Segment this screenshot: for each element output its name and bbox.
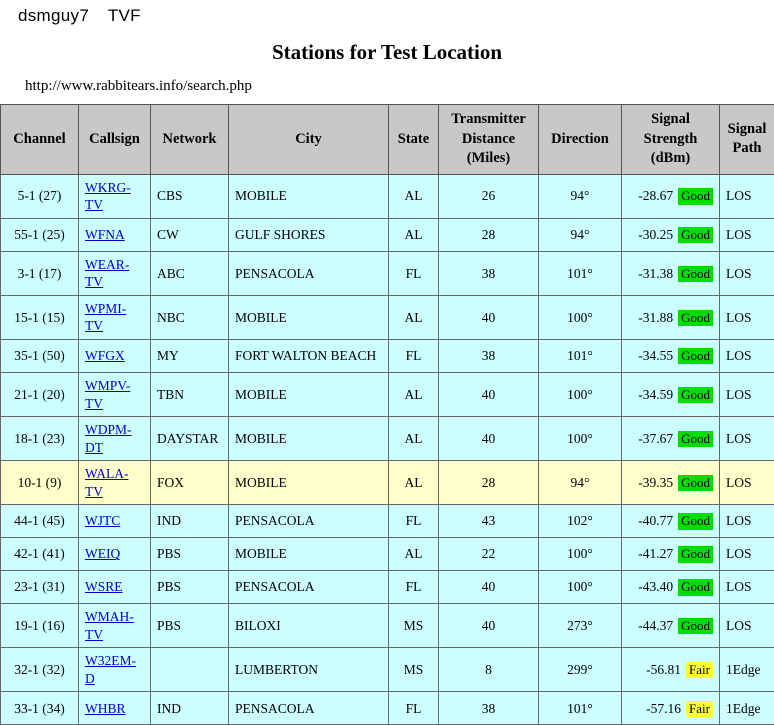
cell-city: LUMBERTON	[229, 648, 389, 692]
callsign-link[interactable]: WMAH-TV	[85, 609, 134, 642]
callsign-link[interactable]: WKRG-TV	[85, 180, 131, 213]
cell-state: MS	[389, 604, 439, 648]
cell-transmitter-distance: 40	[439, 571, 539, 604]
cell-transmitter-distance: 40	[439, 604, 539, 648]
signal-strength-value: -41.27	[638, 546, 673, 561]
cell-direction: 101°	[539, 339, 622, 372]
column-header-signal-path[interactable]: Signal Path	[720, 105, 774, 175]
signal-quality-badge: Good	[678, 266, 713, 282]
cell-network: PBS	[151, 538, 229, 571]
cell-city: MOBILE	[229, 417, 389, 461]
signal-quality-badge: Good	[678, 579, 713, 595]
table-row[interactable]	[1, 538, 774, 571]
cell-state: FL	[389, 339, 439, 372]
cell-channel: 23-1 (31)	[1, 571, 79, 604]
cell-transmitter-distance: 22	[439, 538, 539, 571]
table-row[interactable]	[1, 571, 774, 604]
cell-network: TBN	[151, 372, 229, 416]
cell-city: PENSACOLA	[229, 505, 389, 538]
cell-signal-strength	[622, 218, 720, 251]
column-header-direction[interactable]: Direction	[539, 105, 622, 175]
cell-channel: 42-1 (41)	[1, 538, 79, 571]
column-header-city[interactable]: City	[229, 105, 389, 175]
cell-network	[151, 648, 229, 692]
column-header-callsign[interactable]: Callsign	[79, 105, 151, 175]
cell-channel: 35-1 (50)	[1, 339, 79, 372]
cell-network: PBS	[151, 571, 229, 604]
cell-signal-strength	[622, 604, 720, 648]
signal-strength-value: -28.67	[638, 188, 673, 203]
cell-callsign	[79, 174, 151, 218]
table-row[interactable]	[1, 604, 774, 648]
callsign-link[interactable]: WJTC	[85, 513, 120, 528]
table-row[interactable]	[1, 648, 774, 692]
cell-signal-strength	[622, 505, 720, 538]
signal-quality-badge: Good	[678, 348, 713, 364]
cell-signal-path: LOS	[720, 295, 774, 339]
cell-channel: 44-1 (45)	[1, 505, 79, 538]
cell-city: BILOXI	[229, 604, 389, 648]
cell-network: FOX	[151, 461, 229, 505]
signal-strength-value: -39.35	[638, 475, 673, 490]
cell-signal-path: LOS	[720, 604, 774, 648]
signal-quality-badge: Good	[678, 475, 713, 491]
cell-state: AL	[389, 295, 439, 339]
cell-transmitter-distance: 43	[439, 505, 539, 538]
cell-channel: 10-1 (9)	[1, 461, 79, 505]
cell-city: FORT WALTON BEACH	[229, 339, 389, 372]
signal-strength-value: -30.25	[638, 227, 673, 242]
cell-network: IND	[151, 692, 229, 725]
cell-signal-path: LOS	[720, 461, 774, 505]
signal-strength-value: -43.40	[638, 579, 673, 594]
signal-strength-value: -57.16	[646, 701, 681, 716]
cell-state: FL	[389, 505, 439, 538]
cell-channel: 5-1 (27)	[1, 174, 79, 218]
cell-channel: 33-1 (34)	[1, 692, 79, 725]
table-row[interactable]	[1, 372, 774, 416]
table-row[interactable]	[1, 505, 774, 538]
cell-signal-path: LOS	[720, 571, 774, 604]
signal-strength-value: -34.59	[638, 387, 673, 402]
signal-quality-badge: Good	[678, 546, 713, 562]
cell-transmitter-distance: 40	[439, 417, 539, 461]
cell-city: MOBILE	[229, 461, 389, 505]
cell-network: CBS	[151, 174, 229, 218]
cell-signal-path: 1Edge	[720, 692, 774, 725]
cell-state: FL	[389, 251, 439, 295]
cell-signal-strength	[622, 417, 720, 461]
cell-transmitter-distance: 38	[439, 251, 539, 295]
cell-signal-path: LOS	[720, 251, 774, 295]
cell-signal-path: 1Edge	[720, 648, 774, 692]
column-header-transmitter-distance[interactable]: Transmitter Distance (Miles)	[439, 105, 539, 175]
cell-direction: 100°	[539, 538, 622, 571]
table-row[interactable]	[1, 251, 774, 295]
cell-transmitter-distance: 8	[439, 648, 539, 692]
signal-quality-badge: Good	[678, 188, 713, 204]
cell-state: FL	[389, 692, 439, 725]
cell-callsign	[79, 218, 151, 251]
cell-transmitter-distance: 40	[439, 372, 539, 416]
cell-city: PENSACOLA	[229, 251, 389, 295]
table-row[interactable]	[1, 295, 774, 339]
cell-channel: 55-1 (25)	[1, 218, 79, 251]
table-row[interactable]	[1, 218, 774, 251]
callsign-link[interactable]: WMPV-TV	[85, 378, 130, 411]
cell-callsign	[79, 372, 151, 416]
cell-direction: 299°	[539, 648, 622, 692]
cell-direction: 94°	[539, 174, 622, 218]
callsign-link[interactable]: WALA-TV	[85, 466, 129, 499]
callsign-link[interactable]: WFNA	[85, 227, 125, 242]
cell-direction: 94°	[539, 461, 622, 505]
app-name-label: TVF	[108, 6, 141, 25]
table-row[interactable]	[1, 339, 774, 372]
cell-channel: 18-1 (23)	[1, 417, 79, 461]
cell-transmitter-distance: 40	[439, 295, 539, 339]
cell-channel: 32-1 (32)	[1, 648, 79, 692]
cell-transmitter-distance: 38	[439, 339, 539, 372]
cell-direction: 94°	[539, 218, 622, 251]
cell-direction: 102°	[539, 505, 622, 538]
cell-callsign	[79, 339, 151, 372]
cell-signal-strength	[622, 648, 720, 692]
cell-direction: 100°	[539, 372, 622, 416]
cell-direction: 100°	[539, 295, 622, 339]
cell-state: AL	[389, 174, 439, 218]
stations-table-body	[1, 174, 774, 725]
cell-transmitter-distance: 26	[439, 174, 539, 218]
cell-direction: 101°	[539, 692, 622, 725]
cell-network: ABC	[151, 251, 229, 295]
signal-strength-value: -44.37	[638, 618, 673, 633]
cell-signal-path: LOS	[720, 417, 774, 461]
signal-strength-value: -31.38	[638, 266, 673, 281]
cell-channel: 15-1 (15)	[1, 295, 79, 339]
cell-signal-strength	[622, 692, 720, 725]
table-row[interactable]	[1, 174, 774, 218]
signal-strength-value: -31.88	[638, 310, 673, 325]
app-header	[0, 0, 774, 26]
cell-callsign	[79, 417, 151, 461]
cell-network: NBC	[151, 295, 229, 339]
cell-transmitter-distance: 38	[439, 692, 539, 725]
cell-signal-path: LOS	[720, 174, 774, 218]
signal-quality-badge: Good	[678, 513, 713, 529]
table-row[interactable]	[1, 692, 774, 725]
cell-signal-strength	[622, 295, 720, 339]
signal-quality-badge: Good	[678, 227, 713, 243]
cell-state: AL	[389, 538, 439, 571]
cell-callsign	[79, 251, 151, 295]
table-row[interactable]	[1, 461, 774, 505]
cell-callsign	[79, 692, 151, 725]
callsign-link[interactable]: WEIQ	[85, 546, 120, 561]
cell-city: MOBILE	[229, 295, 389, 339]
cell-city: MOBILE	[229, 174, 389, 218]
cell-direction: 100°	[539, 571, 622, 604]
cell-direction: 100°	[539, 417, 622, 461]
cell-state: AL	[389, 218, 439, 251]
callsign-link[interactable]: WDPM-DT	[85, 422, 132, 455]
cell-callsign	[79, 604, 151, 648]
cell-signal-strength	[622, 538, 720, 571]
cell-city: MOBILE	[229, 538, 389, 571]
cell-transmitter-distance: 28	[439, 218, 539, 251]
table-header-row	[1, 105, 774, 175]
cell-network: MY	[151, 339, 229, 372]
cell-state: AL	[389, 372, 439, 416]
signal-quality-badge: Fair	[686, 701, 713, 717]
callsign-link[interactable]: W32EM-D	[85, 653, 136, 686]
cell-signal-strength	[622, 571, 720, 604]
signal-quality-badge: Fair	[686, 662, 713, 678]
cell-signal-path: LOS	[720, 505, 774, 538]
cell-signal-path: LOS	[720, 218, 774, 251]
cell-transmitter-distance: 28	[439, 461, 539, 505]
signal-quality-badge: Good	[678, 310, 713, 326]
signal-strength-value: -56.81	[646, 662, 681, 677]
cell-callsign	[79, 461, 151, 505]
cell-city: MOBILE	[229, 372, 389, 416]
cell-signal-strength	[622, 372, 720, 416]
column-header-channel[interactable]: Channel	[1, 105, 79, 175]
page-title: Stations for Test Location	[0, 40, 774, 65]
cell-signal-strength	[622, 251, 720, 295]
cell-state: AL	[389, 417, 439, 461]
column-header-signal-strength[interactable]: Signal Strength (dBm)	[622, 105, 720, 175]
cell-channel: 21-1 (20)	[1, 372, 79, 416]
signal-quality-badge: Good	[678, 387, 713, 403]
cell-state: MS	[389, 648, 439, 692]
callsign-link[interactable]: WEAR-TV	[85, 257, 129, 290]
signal-strength-value: -40.77	[638, 513, 673, 528]
signal-quality-badge: Good	[678, 618, 713, 634]
table-row[interactable]	[1, 417, 774, 461]
stations-table	[0, 104, 774, 725]
cell-city: PENSACOLA	[229, 571, 389, 604]
cell-callsign	[79, 295, 151, 339]
signal-quality-badge: Good	[678, 431, 713, 447]
column-header-state[interactable]: State	[389, 105, 439, 175]
cell-state: AL	[389, 461, 439, 505]
cell-callsign	[79, 571, 151, 604]
cell-signal-strength	[622, 339, 720, 372]
cell-channel: 19-1 (16)	[1, 604, 79, 648]
cell-callsign	[79, 648, 151, 692]
signal-strength-value: -34.55	[638, 348, 673, 363]
cell-direction: 273°	[539, 604, 622, 648]
cell-signal-path: LOS	[720, 372, 774, 416]
cell-city: GULF SHORES	[229, 218, 389, 251]
cell-signal-strength	[622, 461, 720, 505]
callsign-link[interactable]: WHBR	[85, 701, 126, 716]
cell-signal-path: LOS	[720, 339, 774, 372]
signal-strength-value: -37.67	[638, 431, 673, 446]
column-header-network[interactable]: Network	[151, 105, 229, 175]
callsign-link[interactable]: WSRE	[85, 579, 123, 594]
cell-channel: 3-1 (17)	[1, 251, 79, 295]
cell-network: CW	[151, 218, 229, 251]
username-label: dsmguy7	[18, 6, 89, 25]
cell-city: PENSACOLA	[229, 692, 389, 725]
cell-network: IND	[151, 505, 229, 538]
page-url: http://www.rabbitears.info/search.php	[25, 78, 774, 95]
cell-callsign	[79, 505, 151, 538]
cell-signal-strength	[622, 174, 720, 218]
cell-network: PBS	[151, 604, 229, 648]
cell-signal-path: LOS	[720, 538, 774, 571]
cell-callsign	[79, 538, 151, 571]
callsign-link[interactable]: WFGX	[85, 348, 125, 363]
callsign-link[interactable]: WPMI-TV	[85, 301, 126, 334]
cell-state: FL	[389, 571, 439, 604]
cell-network: DAYSTAR	[151, 417, 229, 461]
cell-direction: 101°	[539, 251, 622, 295]
